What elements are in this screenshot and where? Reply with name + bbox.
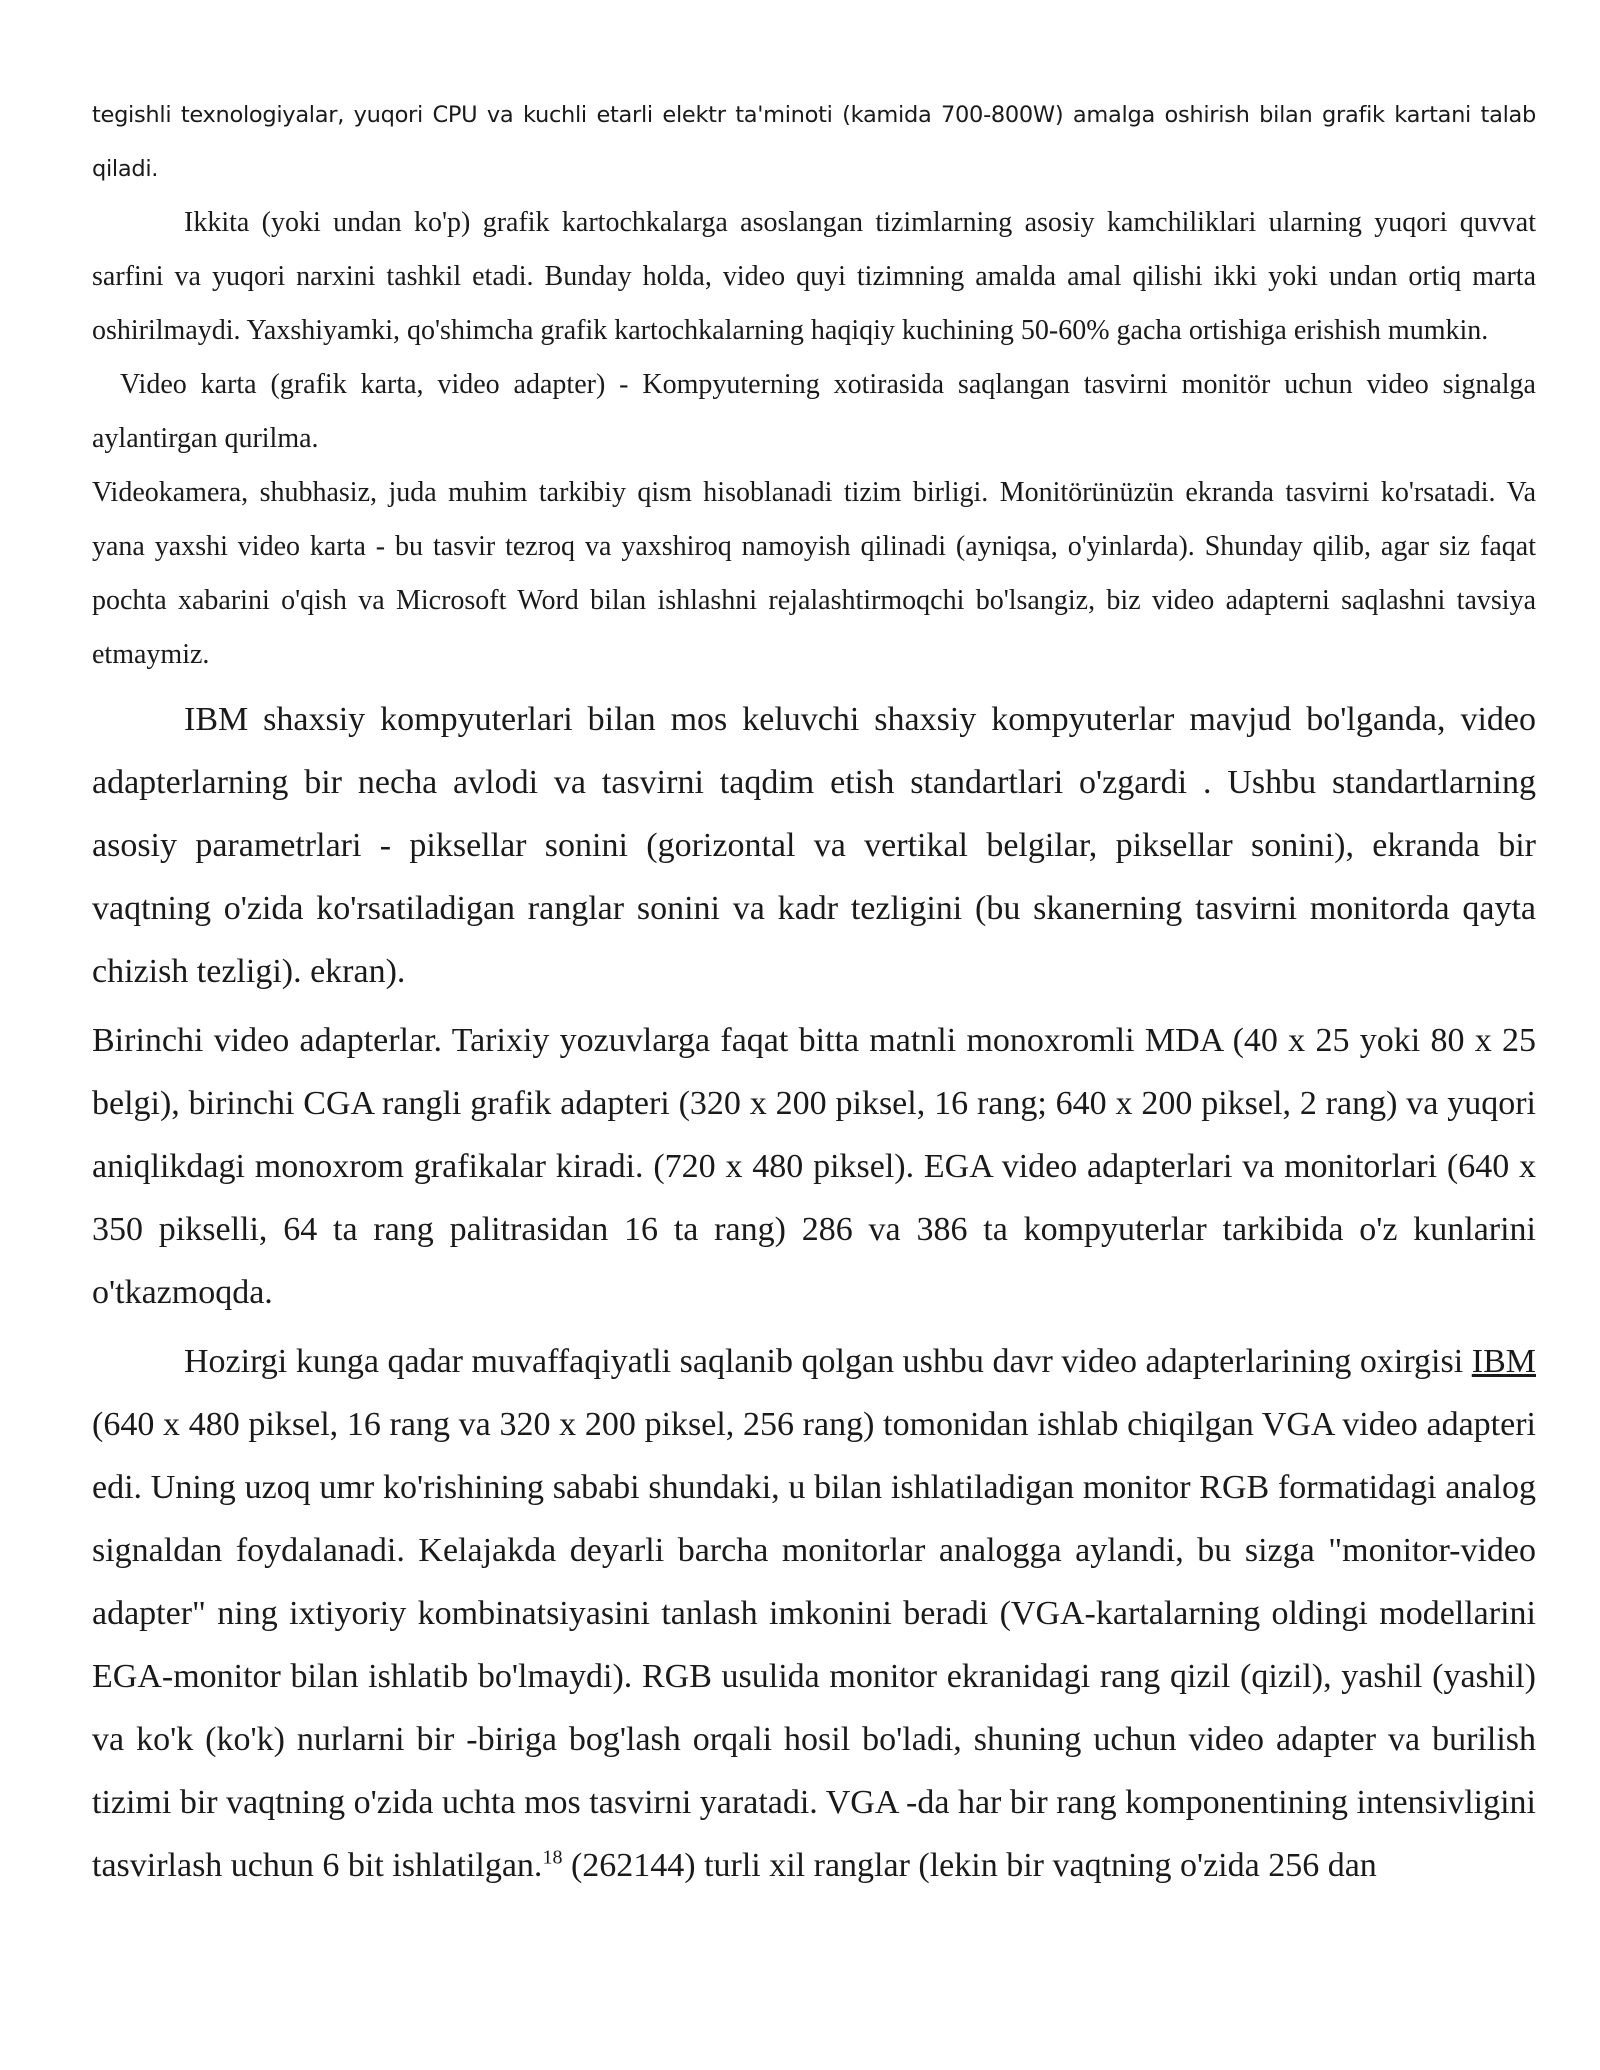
paragraph-6: Birinchi video adapterlar. Tarixiy yozuvlarga faqat bitta matnli monoxromli MDA (40 x 25 yoki 80 x 25 belgi), birinchi CGA rangli grafik adapteri (320 x 200 piksel, 16 rang; 640 x 200 piksel, 2 rang) va yuqori aniqlikdagi monoxrom grafikalar kiradi. (720 x 480 piksel). EGA video adapterlari va monitorlari (640 x 350 pikselli, 64 ta rang palitrasidan 16 ta rang) 286 va 386 ta kompyuterlar tarkibida o'z kunlarini o'tkazmoqda.: [92, 1022, 1536, 1311]
paragraph-4: Videokamera, shubhasiz, juda muhim tarkibiy qism hisoblanadi tizim birligi. Monitörünüzün ekranda tasvirni ko'rsatadi. Va yana yaxshi video karta - bu tasvir tezroq va yaxshiroq namoyish qilinadi (ayniqsa, o'yinlarda). Shunday qilib, agar siz faqat pochta xabarini o'qish va Microsoft Word bilan ishlashni rejalashtirmoqchi bo'lsangiz, biz video adapterni saqlashni tavsiya etmaymiz.: [92, 477, 1536, 670]
paragraph-1: tegishli texnologiyalar, yuqori CPU va kuchli etarli elektr ta'minoti (kamida 700-800W) amalga oshirish bilan grafik kartani talab qiladi.: [92, 102, 1536, 182]
paragraph-2: Ikkita (yoki undan ko'p) grafik kartochkalarga asoslangan tizimlarning asosiy kamchiliklari ularning yuqori quvvat sarfini va yuqori narxini tashkil etadi. Bunday holda, video quyi tizimning amalda amal qilishi ikki yoki undan ortiq marta oshirilmaydi. Yaxshiyamki, qo'shimcha grafik kartochkalarning haqiqiy kuchining 50-60% gacha ortishiga erishish mumkin.: [92, 207, 1536, 346]
paragraph-3: Video karta (grafik karta, video adapter) - Kompyuterning xotirasida saqlangan tasvirni monitör uchun video signalga aylantirgan qurilma.: [92, 369, 1536, 454]
paragraph-5: IBM shaxsiy kompyuterlari bilan mos keluvchi shaxsiy kompyuterlar mavjud bo'lganda, video adapterlarning bir necha avlodi va tasvirni taqdim etish standartlari o'zgardi . Ushbu standartlarning asosiy parametrlari - piksellar sonini (gorizontal va vertikal belgilar, piksellar sonini), ekranda bir vaqtning o'zida ko'rsatiladigan ranglar sonini va kadr tezligini (bu skanerning tasvirni monitorda qayta chizish tezligi). ekran).: [92, 701, 1536, 990]
paragraph-7: [92, 1330, 1536, 1897]
paragraph-7-text-before-link: Hozirgi kunga qadar muvaffaqiyatli saqlanib qolgan ushbu davr video adapterlarining oxirgisi: [184, 1343, 1472, 1380]
ibm-link[interactable]: IBM: [1471, 1343, 1536, 1380]
paragraph-7-text-after-link: (640 x 480 piksel, 16 rang va 320 x 200 piksel, 256 rang) tomonidan ishlab chiqilgan VGA video adapteri edi. Uning uzoq umr ko'rishining sababi shundaki, u bilan ishlatiladigan monitor RGB formatidagi analog signaldan foydalanadi. Kelajakda deyarli barcha monitorlar analogga aylandi, bu sizga "monitor-video adapter" ning ixtiyoriy kombinatsiyasini tanlash imkonini beradi (VGA-kartalarning oldingi modellarini EGA-monitor bilan ishlatib bo'lmaydi). RGB usulida monitor ekranidagi rang qizil (qizil), yashil (yashil) va ko'k (ko'k) nurlarni bir -biriga bog'lash orqali hosil bo'ladi, shuning uchun video adapter va burilish tizimi bir vaqtning o'zida uchta mos tasvirni yaratadi. VGA -da har bir rang komponentining intensivligini tasvirlash uchun 6 bit ishlatilgan.: [92, 1406, 1536, 1884]
paragraph-7-text-after-footnote: (262144) turli xil ranglar (lekin bir vaqtning o'zida 256 dan: [562, 1847, 1377, 1884]
document-page: [92, 88, 1536, 1897]
footnote-reference[interactable]: 18: [542, 1846, 563, 1869]
